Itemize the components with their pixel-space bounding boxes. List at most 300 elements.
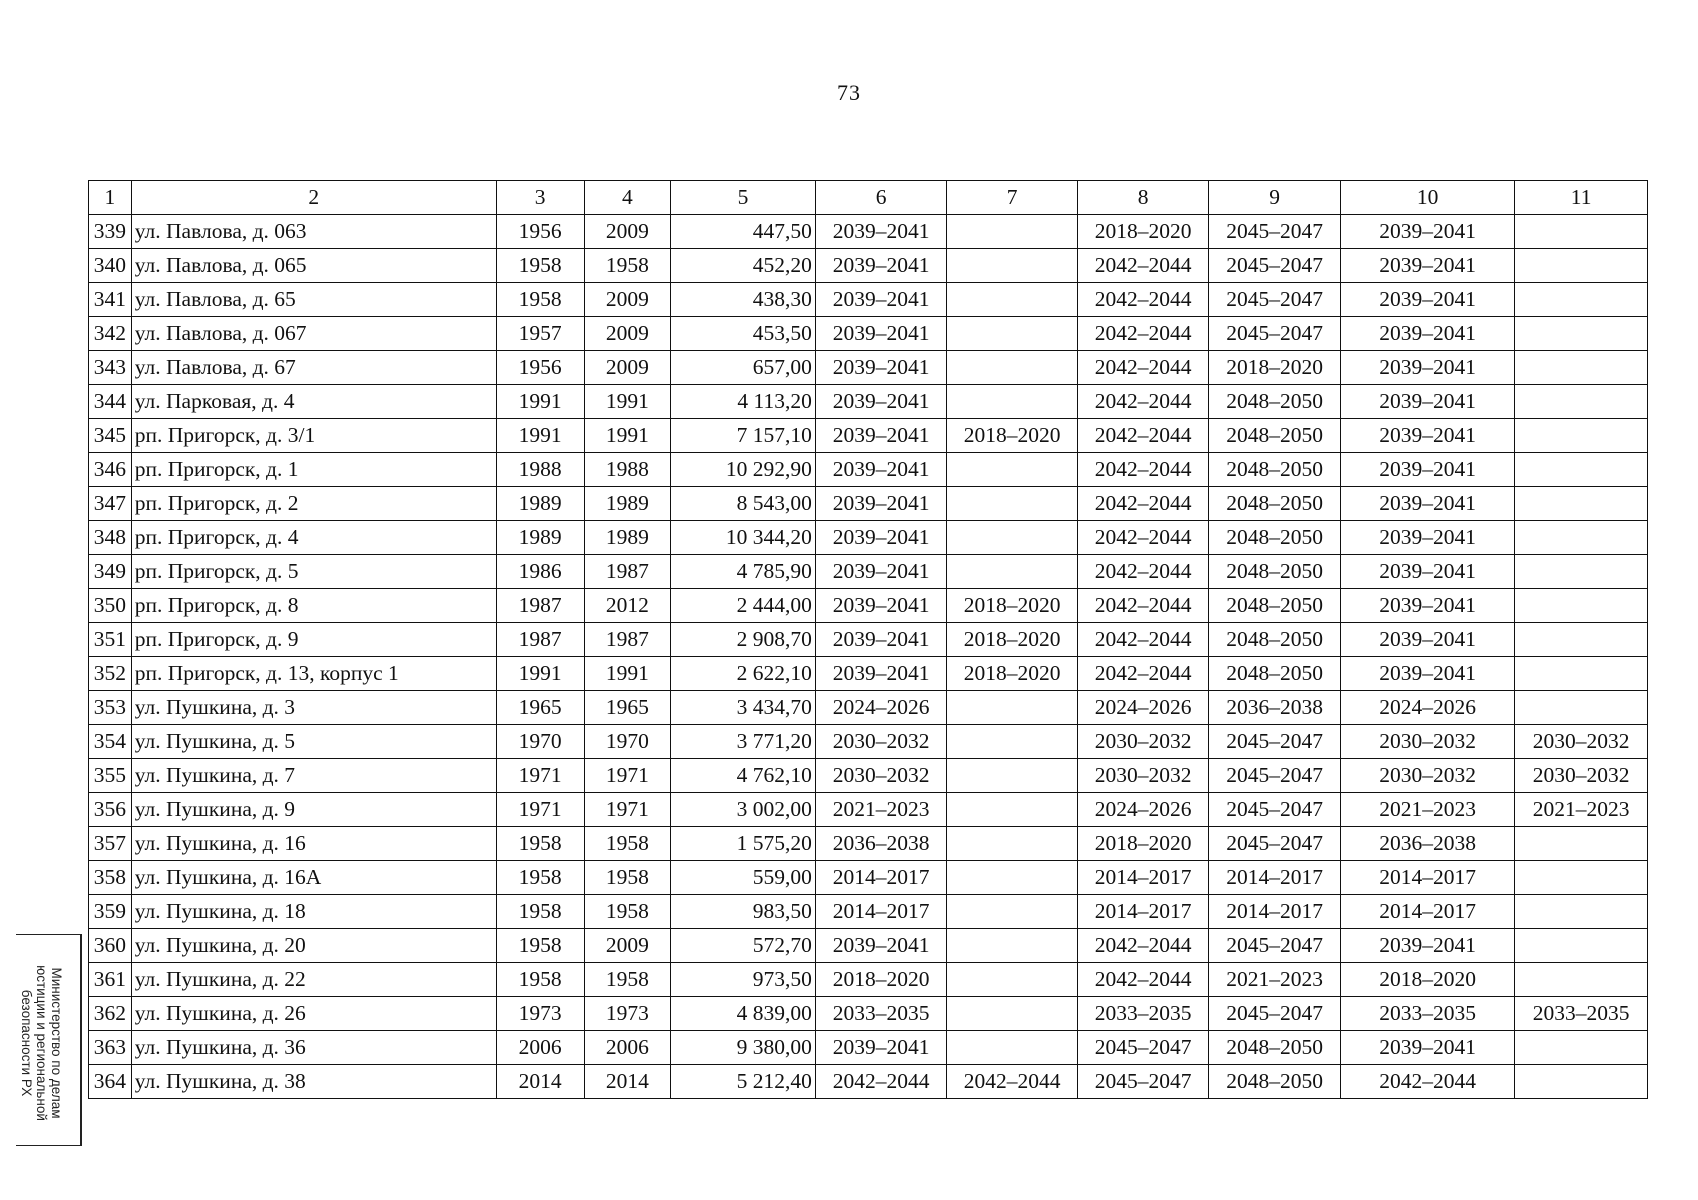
period-cell: 2048–2050: [1209, 487, 1341, 521]
period-cell: 2042–2044: [1077, 283, 1209, 317]
period-cell: 2039–2041: [1340, 419, 1514, 453]
column-header: 3: [496, 181, 584, 215]
area-cell: 2 908,70: [671, 623, 816, 657]
table-row: [89, 249, 1648, 283]
period-cell: [1515, 555, 1648, 589]
address-cell: ул. Пушкина, д. 36: [131, 1031, 496, 1065]
area-cell: 452,20: [671, 249, 816, 283]
period-cell: 2045–2047: [1209, 215, 1341, 249]
address-cell: ул. Павлова, д. 065: [131, 249, 496, 283]
period-cell: 2042–2044: [1077, 453, 1209, 487]
year-built-cell: 1956: [496, 215, 584, 249]
year-cell: 2009: [584, 929, 671, 963]
period-cell: [947, 1031, 1077, 1065]
period-cell: 2021–2023: [1209, 963, 1341, 997]
area-cell: 8 543,00: [671, 487, 816, 521]
period-cell: [947, 827, 1077, 861]
period-cell: 2039–2041: [1340, 249, 1514, 283]
period-cell: 2039–2041: [1340, 623, 1514, 657]
column-header: 1: [89, 181, 132, 215]
table-row: [89, 555, 1648, 589]
address-cell: ул. Парковая, д. 4: [131, 385, 496, 419]
column-header: 10: [1340, 181, 1514, 215]
column-header: 11: [1515, 181, 1648, 215]
period-cell: 2042–2044: [1340, 1065, 1514, 1099]
period-cell: 2036–2038: [1340, 827, 1514, 861]
period-cell: [1515, 521, 1648, 555]
period-cell: 2039–2041: [1340, 351, 1514, 385]
table-header-row: [89, 181, 1648, 215]
period-cell: 2018–2020: [947, 657, 1077, 691]
row-number-cell: 353: [89, 691, 132, 725]
period-cell: 2039–2041: [815, 657, 947, 691]
period-cell: 2018–2020: [947, 589, 1077, 623]
table-row: [89, 589, 1648, 623]
row-number-cell: 345: [89, 419, 132, 453]
period-cell: 2048–2050: [1209, 1065, 1341, 1099]
period-cell: 2045–2047: [1209, 929, 1341, 963]
address-cell: рп. Пригорск, д. 2: [131, 487, 496, 521]
period-cell: 2045–2047: [1209, 793, 1341, 827]
table-row: [89, 453, 1648, 487]
area-cell: 983,50: [671, 895, 816, 929]
period-cell: 2039–2041: [1340, 929, 1514, 963]
period-cell: [1515, 487, 1648, 521]
year-cell: 1973: [584, 997, 671, 1031]
period-cell: 2039–2041: [815, 419, 947, 453]
period-cell: 2036–2038: [1209, 691, 1341, 725]
table-row: [89, 623, 1648, 657]
period-cell: 2039–2041: [1340, 453, 1514, 487]
period-cell: 2039–2041: [815, 487, 947, 521]
period-cell: 2048–2050: [1209, 1031, 1341, 1065]
year-cell: 2012: [584, 589, 671, 623]
table-row: [89, 827, 1648, 861]
period-cell: [1515, 691, 1648, 725]
year-built-cell: 1987: [496, 623, 584, 657]
row-number-cell: 356: [89, 793, 132, 827]
period-cell: 2018–2020: [947, 419, 1077, 453]
address-cell: рп. Пригорск, д. 9: [131, 623, 496, 657]
column-header: 5: [671, 181, 816, 215]
table-row: [89, 895, 1648, 929]
period-cell: 2039–2041: [815, 351, 947, 385]
period-cell: 2042–2044: [1077, 385, 1209, 419]
period-cell: [947, 385, 1077, 419]
year-cell: 1991: [584, 385, 671, 419]
period-cell: 2042–2044: [1077, 657, 1209, 691]
row-number-cell: 355: [89, 759, 132, 793]
area-cell: 572,70: [671, 929, 816, 963]
period-cell: 2042–2044: [815, 1065, 947, 1099]
period-cell: 2039–2041: [1340, 215, 1514, 249]
row-number-cell: 350: [89, 589, 132, 623]
period-cell: [947, 963, 1077, 997]
area-cell: 9 380,00: [671, 1031, 816, 1065]
row-number-cell: 361: [89, 963, 132, 997]
period-cell: 2036–2038: [815, 827, 947, 861]
period-cell: 2048–2050: [1209, 419, 1341, 453]
period-cell: 2039–2041: [815, 317, 947, 351]
period-cell: 2042–2044: [1077, 351, 1209, 385]
table-row: [89, 351, 1648, 385]
row-number-cell: 362: [89, 997, 132, 1031]
period-cell: 2048–2050: [1209, 385, 1341, 419]
period-cell: 2042–2044: [1077, 487, 1209, 521]
year-built-cell: 1971: [496, 759, 584, 793]
period-cell: 2030–2032: [1077, 759, 1209, 793]
year-built-cell: 1989: [496, 487, 584, 521]
period-cell: 2048–2050: [1209, 555, 1341, 589]
year-cell: 1958: [584, 827, 671, 861]
address-cell: рп. Пригорск, д. 3/1: [131, 419, 496, 453]
year-cell: 1987: [584, 555, 671, 589]
row-number-cell: 340: [89, 249, 132, 283]
area-cell: 3 434,70: [671, 691, 816, 725]
year-built-cell: 1991: [496, 657, 584, 691]
period-cell: [1515, 895, 1648, 929]
period-cell: 2018–2020: [947, 623, 1077, 657]
year-cell: 1971: [584, 793, 671, 827]
period-cell: 2045–2047: [1209, 283, 1341, 317]
period-cell: 2048–2050: [1209, 657, 1341, 691]
period-cell: [1515, 351, 1648, 385]
year-built-cell: 1958: [496, 283, 584, 317]
row-number-cell: 346: [89, 453, 132, 487]
row-number-cell: 357: [89, 827, 132, 861]
stamp-line: Министерство по делам: [49, 967, 64, 1119]
year-cell: 1958: [584, 895, 671, 929]
period-cell: [1515, 317, 1648, 351]
period-cell: 2033–2035: [815, 997, 947, 1031]
year-built-cell: 1987: [496, 589, 584, 623]
column-header: 4: [584, 181, 671, 215]
period-cell: 2039–2041: [815, 555, 947, 589]
table-body: [89, 215, 1648, 1099]
address-cell: ул. Пушкина, д. 38: [131, 1065, 496, 1099]
period-cell: 2039–2041: [815, 929, 947, 963]
period-cell: 2039–2041: [815, 283, 947, 317]
year-built-cell: 1970: [496, 725, 584, 759]
year-cell: 2009: [584, 351, 671, 385]
area-cell: 5 212,40: [671, 1065, 816, 1099]
period-cell: [947, 691, 1077, 725]
period-cell: 2024–2026: [815, 691, 947, 725]
stamp-line: юстиции и региональной: [34, 965, 49, 1121]
period-cell: 2039–2041: [815, 385, 947, 419]
table-row: [89, 419, 1648, 453]
row-number-cell: 344: [89, 385, 132, 419]
area-cell: 559,00: [671, 861, 816, 895]
area-cell: 2 622,10: [671, 657, 816, 691]
address-cell: рп. Пригорск, д. 8: [131, 589, 496, 623]
period-cell: 2045–2047: [1209, 725, 1341, 759]
period-cell: 2042–2044: [1077, 317, 1209, 351]
period-cell: 2048–2050: [1209, 623, 1341, 657]
year-built-cell: 1965: [496, 691, 584, 725]
period-cell: 2030–2032: [1515, 759, 1648, 793]
period-cell: [1515, 1065, 1648, 1099]
row-number-cell: 364: [89, 1065, 132, 1099]
period-cell: 2033–2035: [1077, 997, 1209, 1031]
area-cell: 973,50: [671, 963, 816, 997]
area-cell: 4 762,10: [671, 759, 816, 793]
year-cell: 2006: [584, 1031, 671, 1065]
address-cell: ул. Павлова, д. 067: [131, 317, 496, 351]
row-number-cell: 354: [89, 725, 132, 759]
period-cell: 2045–2047: [1077, 1065, 1209, 1099]
address-cell: ул. Пушкина, д. 16А: [131, 861, 496, 895]
table-row: [89, 963, 1648, 997]
period-cell: [947, 725, 1077, 759]
address-cell: ул. Павлова, д. 65: [131, 283, 496, 317]
ministry-stamp: [16, 934, 82, 1146]
address-cell: ул. Пушкина, д. 22: [131, 963, 496, 997]
period-cell: 2042–2044: [1077, 929, 1209, 963]
period-cell: 2033–2035: [1340, 997, 1514, 1031]
table-row: [89, 1031, 1648, 1065]
period-cell: 2039–2041: [815, 589, 947, 623]
year-cell: 1965: [584, 691, 671, 725]
area-cell: 4 113,20: [671, 385, 816, 419]
address-cell: ул. Пушкина, д. 5: [131, 725, 496, 759]
period-cell: [1515, 385, 1648, 419]
period-cell: 2039–2041: [815, 521, 947, 555]
year-built-cell: 1989: [496, 521, 584, 555]
year-cell: 1958: [584, 249, 671, 283]
address-cell: ул. Павлова, д. 063: [131, 215, 496, 249]
period-cell: 2042–2044: [1077, 555, 1209, 589]
table-row: [89, 283, 1648, 317]
row-number-cell: 351: [89, 623, 132, 657]
year-built-cell: 1988: [496, 453, 584, 487]
year-cell: 2014: [584, 1065, 671, 1099]
period-cell: 2030–2032: [1077, 725, 1209, 759]
row-number-cell: 348: [89, 521, 132, 555]
period-cell: [947, 929, 1077, 963]
period-cell: 2030–2032: [815, 725, 947, 759]
period-cell: 2039–2041: [815, 453, 947, 487]
address-cell: рп. Пригорск, д. 1: [131, 453, 496, 487]
year-built-cell: 1957: [496, 317, 584, 351]
table-row: [89, 997, 1648, 1031]
table-row: [89, 759, 1648, 793]
period-cell: 2018–2020: [1209, 351, 1341, 385]
row-number-cell: 341: [89, 283, 132, 317]
year-cell: 1991: [584, 657, 671, 691]
period-cell: 2048–2050: [1209, 589, 1341, 623]
address-cell: ул. Пушкина, д. 26: [131, 997, 496, 1031]
table-row: [89, 385, 1648, 419]
period-cell: [1515, 249, 1648, 283]
period-cell: [947, 793, 1077, 827]
period-cell: 2039–2041: [1340, 283, 1514, 317]
year-built-cell: 1958: [496, 861, 584, 895]
period-cell: [947, 351, 1077, 385]
period-cell: [947, 521, 1077, 555]
area-cell: 657,00: [671, 351, 816, 385]
period-cell: 2042–2044: [1077, 419, 1209, 453]
year-built-cell: 1958: [496, 963, 584, 997]
address-cell: ул. Пушкина, д. 20: [131, 929, 496, 963]
page-number: 73: [837, 80, 861, 105]
year-cell: 1970: [584, 725, 671, 759]
row-number-cell: 360: [89, 929, 132, 963]
period-cell: 2014–2017: [1077, 895, 1209, 929]
year-built-cell: 1958: [496, 827, 584, 861]
period-cell: 2018–2020: [1340, 963, 1514, 997]
table-row: [89, 691, 1648, 725]
address-cell: ул. Пушкина, д. 7: [131, 759, 496, 793]
period-cell: 2024–2026: [1077, 691, 1209, 725]
area-cell: 438,30: [671, 283, 816, 317]
column-header: 7: [947, 181, 1077, 215]
table-row: [89, 657, 1648, 691]
period-cell: 2021–2023: [1340, 793, 1514, 827]
address-cell: ул. Пушкина, д. 9: [131, 793, 496, 827]
area-cell: 3 771,20: [671, 725, 816, 759]
period-cell: [1515, 963, 1648, 997]
period-cell: [1515, 589, 1648, 623]
year-cell: 1958: [584, 861, 671, 895]
period-cell: [947, 317, 1077, 351]
year-built-cell: 2006: [496, 1031, 584, 1065]
period-cell: [1515, 827, 1648, 861]
period-cell: 2039–2041: [1340, 317, 1514, 351]
year-cell: 1987: [584, 623, 671, 657]
row-number-cell: 339: [89, 215, 132, 249]
area-cell: 1 575,20: [671, 827, 816, 861]
period-cell: 2039–2041: [1340, 487, 1514, 521]
period-cell: [1515, 929, 1648, 963]
period-cell: [947, 895, 1077, 929]
period-cell: 2042–2044: [1077, 589, 1209, 623]
period-cell: 2021–2023: [815, 793, 947, 827]
period-cell: 2042–2044: [1077, 963, 1209, 997]
year-cell: 1958: [584, 963, 671, 997]
address-cell: рп. Пригорск, д. 5: [131, 555, 496, 589]
row-number-cell: 343: [89, 351, 132, 385]
period-cell: [947, 759, 1077, 793]
year-built-cell: 1991: [496, 419, 584, 453]
row-number-cell: 352: [89, 657, 132, 691]
period-cell: 2045–2047: [1209, 249, 1341, 283]
period-cell: 2030–2032: [1340, 725, 1514, 759]
year-cell: 2009: [584, 317, 671, 351]
row-number-cell: 363: [89, 1031, 132, 1065]
address-cell: ул. Павлова, д. 67: [131, 351, 496, 385]
period-cell: 2045–2047: [1209, 317, 1341, 351]
year-built-cell: 1958: [496, 249, 584, 283]
area-cell: 4 839,00: [671, 997, 816, 1031]
year-cell: 1988: [584, 453, 671, 487]
period-cell: 2030–2032: [1515, 725, 1648, 759]
stamp-line: безопасности РХ: [19, 989, 34, 1097]
row-number-cell: 342: [89, 317, 132, 351]
table-row: [89, 317, 1648, 351]
period-cell: [947, 861, 1077, 895]
address-cell: ул. Пушкина, д. 18: [131, 895, 496, 929]
year-built-cell: 2014: [496, 1065, 584, 1099]
row-number-cell: 349: [89, 555, 132, 589]
period-cell: 2018–2020: [1077, 215, 1209, 249]
area-cell: 10 344,20: [671, 521, 816, 555]
period-cell: 2014–2017: [1077, 861, 1209, 895]
year-built-cell: 1956: [496, 351, 584, 385]
period-cell: 2039–2041: [1340, 657, 1514, 691]
period-cell: 2018–2020: [815, 963, 947, 997]
column-header: 9: [1209, 181, 1341, 215]
period-cell: 2014–2017: [815, 895, 947, 929]
table-row: [89, 521, 1648, 555]
area-cell: 4 785,90: [671, 555, 816, 589]
period-cell: 2045–2047: [1209, 759, 1341, 793]
year-built-cell: 1958: [496, 929, 584, 963]
area-cell: 453,50: [671, 317, 816, 351]
row-number-cell: 358: [89, 861, 132, 895]
period-cell: 2042–2044: [1077, 249, 1209, 283]
address-cell: ул. Пушкина, д. 16: [131, 827, 496, 861]
area-cell: 2 444,00: [671, 589, 816, 623]
period-cell: 2014–2017: [1340, 861, 1514, 895]
period-cell: 2018–2020: [1077, 827, 1209, 861]
period-cell: [1515, 657, 1648, 691]
table-row: [89, 861, 1648, 895]
address-cell: рп. Пригорск, д. 13, корпус 1: [131, 657, 496, 691]
period-cell: 2014–2017: [1209, 895, 1341, 929]
table-row: [89, 215, 1648, 249]
period-cell: 2039–2041: [1340, 555, 1514, 589]
year-cell: 1971: [584, 759, 671, 793]
area-cell: 447,50: [671, 215, 816, 249]
year-cell: 1989: [584, 521, 671, 555]
period-cell: 2045–2047: [1209, 997, 1341, 1031]
period-cell: 2048–2050: [1209, 521, 1341, 555]
period-cell: 2048–2050: [1209, 453, 1341, 487]
data-table: [88, 180, 1648, 1099]
period-cell: 2042–2044: [947, 1065, 1077, 1099]
period-cell: 2039–2041: [815, 623, 947, 657]
period-cell: [947, 555, 1077, 589]
period-cell: 2039–2041: [1340, 589, 1514, 623]
address-cell: ул. Пушкина, д. 3: [131, 691, 496, 725]
period-cell: 2030–2032: [815, 759, 947, 793]
address-cell: рп. Пригорск, д. 4: [131, 521, 496, 555]
year-built-cell: 1971: [496, 793, 584, 827]
period-cell: [947, 997, 1077, 1031]
period-cell: 2039–2041: [815, 1031, 947, 1065]
period-cell: 2014–2017: [815, 861, 947, 895]
table-row: [89, 725, 1648, 759]
period-cell: [1515, 623, 1648, 657]
period-cell: 2045–2047: [1077, 1031, 1209, 1065]
period-cell: [947, 453, 1077, 487]
period-cell: 2039–2041: [1340, 521, 1514, 555]
period-cell: [1515, 283, 1648, 317]
period-cell: [947, 283, 1077, 317]
area-cell: 7 157,10: [671, 419, 816, 453]
stamp-text: [19, 943, 64, 1143]
period-cell: [1515, 861, 1648, 895]
period-cell: 2024–2026: [1077, 793, 1209, 827]
year-cell: 1989: [584, 487, 671, 521]
period-cell: 2042–2044: [1077, 521, 1209, 555]
period-cell: 2039–2041: [1340, 1031, 1514, 1065]
column-header: 6: [815, 181, 947, 215]
period-cell: 2014–2017: [1340, 895, 1514, 929]
period-cell: [947, 487, 1077, 521]
period-cell: 2014–2017: [1209, 861, 1341, 895]
